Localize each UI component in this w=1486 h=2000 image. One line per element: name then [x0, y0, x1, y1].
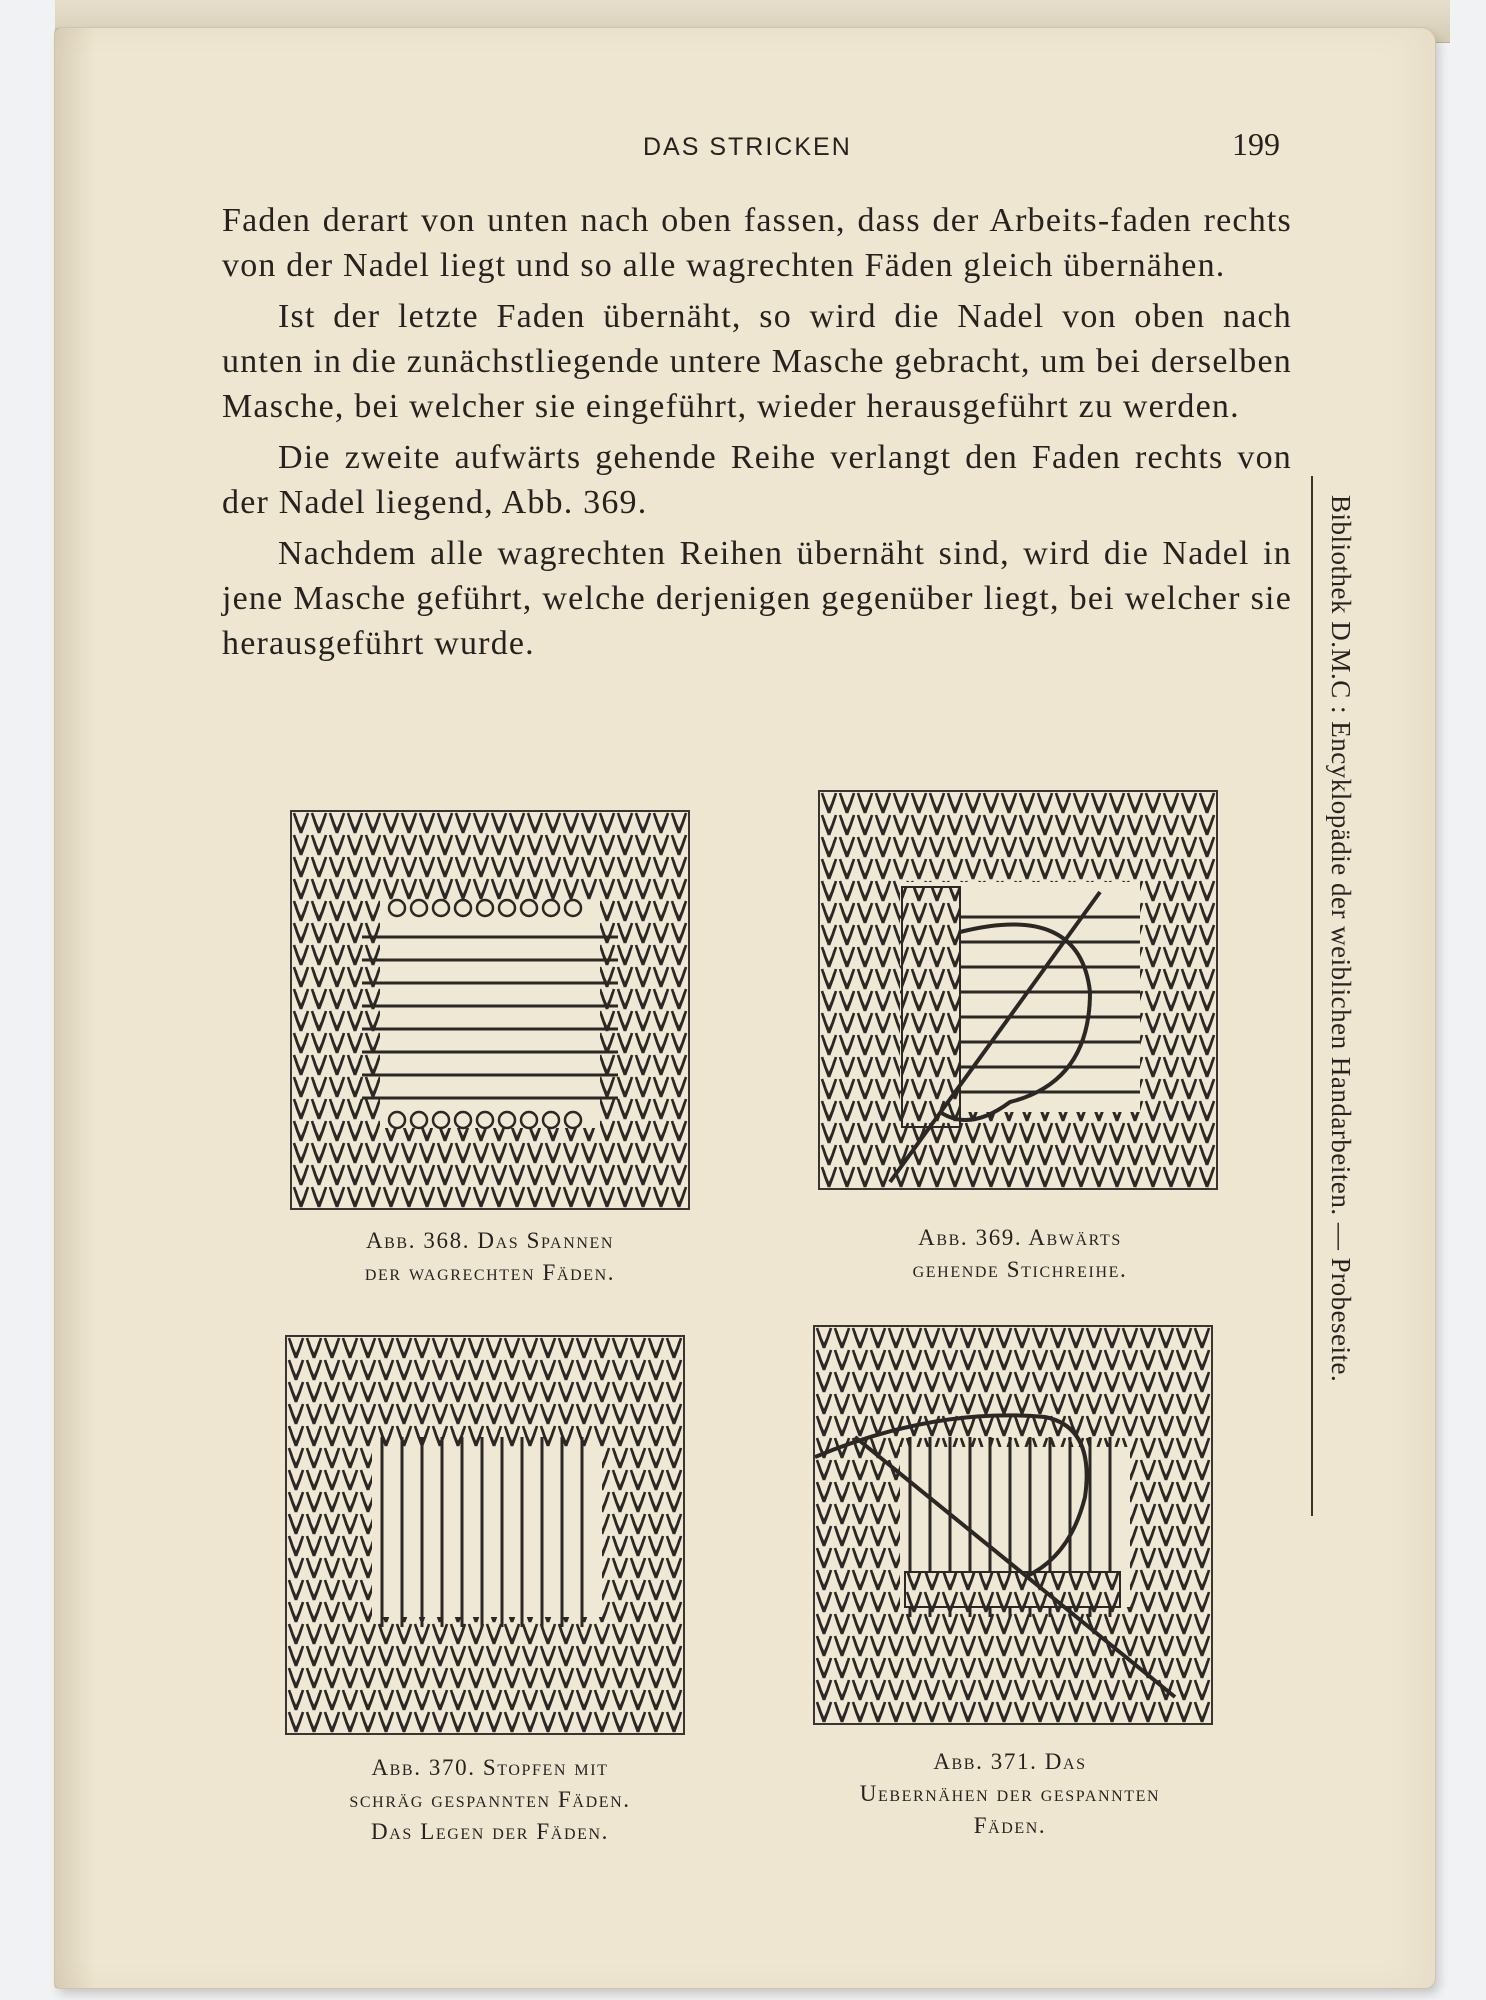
caption-line: Abb. 368. Das Spannen	[365, 1228, 615, 1253]
page-gutter-shadow	[55, 28, 95, 1988]
caption-line: Abb. 371. Das	[933, 1749, 1087, 1774]
running-head: DAS STRICKEN	[643, 133, 852, 161]
paragraph-4: Nachdem alle wagrechten Reihen übernäht sind, wird die Nadel in jene Masche geführt, welche derjenigen gegenüber liegt, bei welcher sie herausgeführt wurde.	[222, 535, 1292, 662]
caption-line: Abb. 370. Stopfen mit	[371, 1755, 609, 1780]
paragraph-2: Ist der letzte Faden übernäht, so wird die Nadel von oben nach unten in die zunächstliegende untere Masche gebracht, um bei derselben Masche, bei welcher sie eingeführt, wieder herausgeführt zu werden.	[222, 298, 1292, 425]
caption-line: gehende Stichreihe.	[912, 1257, 1128, 1282]
caption-line: Das Legen der Fäden.	[371, 1819, 609, 1844]
caption-line: Fäden.	[973, 1813, 1047, 1838]
figure-370-illustration	[285, 1335, 685, 1735]
caption-line: Uebernähen der gespannten	[859, 1781, 1161, 1806]
side-rule	[1311, 476, 1313, 1516]
figure-371-illustration	[813, 1325, 1213, 1725]
figure-368-caption	[270, 1225, 710, 1289]
side-note: Bibliothek D.M.C : Encyklopädie der weiblichen Handarbeiten. — Probeseite.	[1326, 495, 1356, 1383]
figure-368-illustration	[290, 810, 690, 1210]
caption-line: der wagrechten Fäden.	[364, 1260, 616, 1285]
figure-371-caption	[800, 1746, 1220, 1842]
page-number: 199	[1232, 126, 1280, 162]
figure-369-illustration	[818, 790, 1218, 1190]
figure-369-caption	[820, 1222, 1220, 1286]
paragraph-3: Die zweite aufwärts gehende Reihe verlangt den Faden rechts von der Nadel liegend, Abb. 369.	[222, 439, 1292, 521]
caption-line: schräg gespannten Fäden.	[349, 1787, 631, 1812]
paragraph-1: Faden derart von unten nach oben fassen, dass der Arbeits-faden rechts von der Nadel liegt und so alle wagrechten Fäden gleich übernähen.	[222, 202, 1292, 284]
caption-line: Abb. 369. Abwärts	[918, 1225, 1122, 1250]
body-text	[222, 198, 1292, 672]
figure-370-caption	[270, 1752, 710, 1848]
